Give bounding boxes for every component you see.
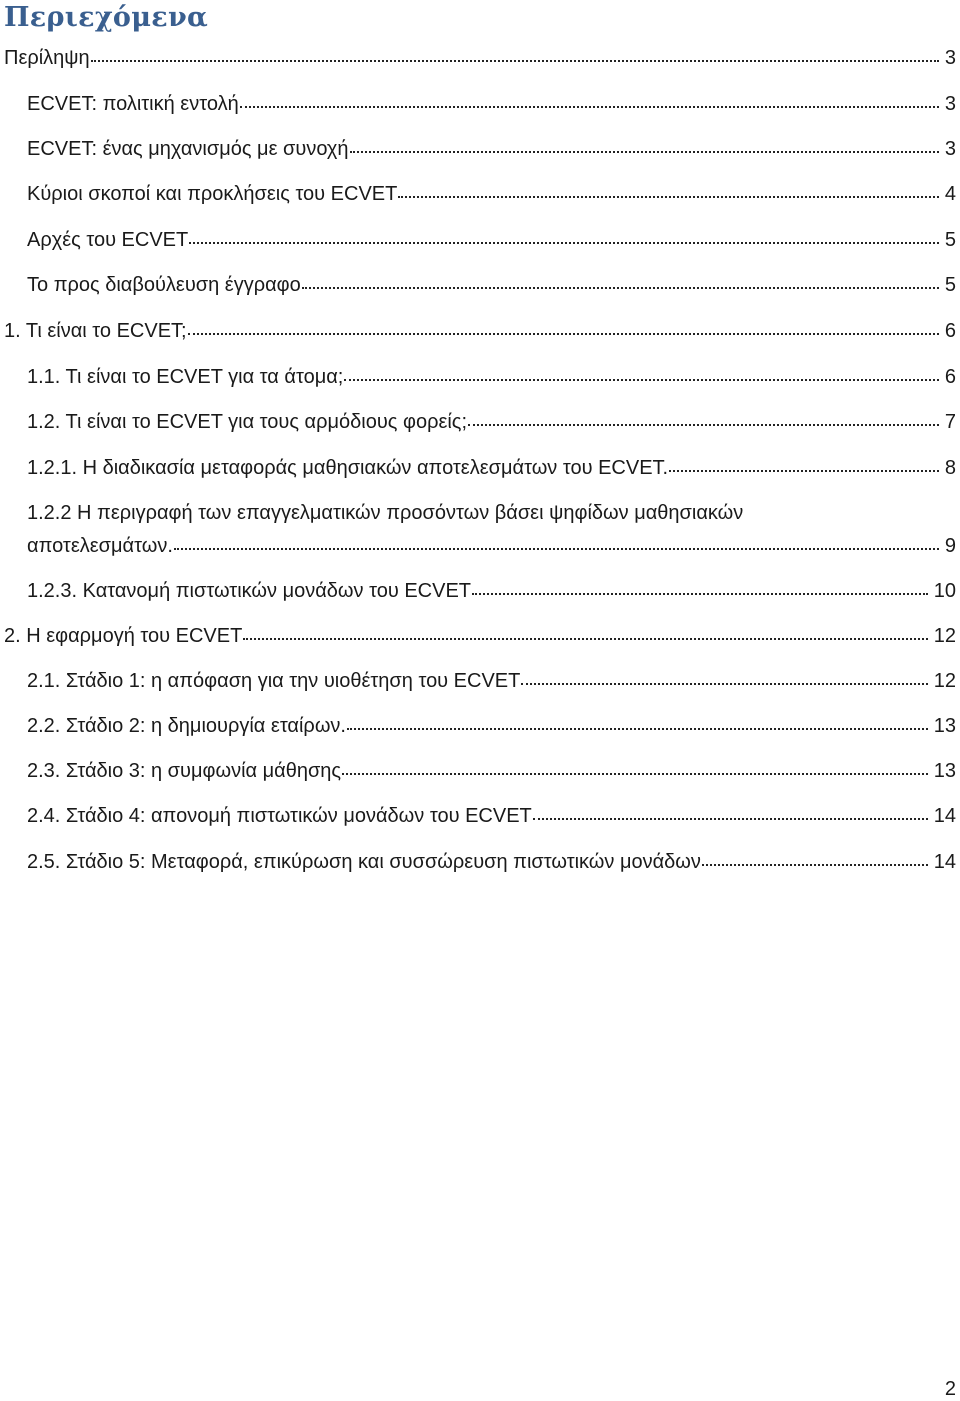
toc-entry[interactable] bbox=[27, 578, 956, 604]
toc-leader-dots bbox=[398, 196, 939, 198]
toc-leader-dots bbox=[669, 470, 939, 472]
toc-leader-dots bbox=[350, 151, 939, 153]
toc-entry-page: 10 bbox=[933, 580, 956, 602]
toc-leader-dots bbox=[302, 287, 939, 289]
toc-entry-page: 3 bbox=[944, 93, 956, 115]
toc-entry-page: 3 bbox=[944, 138, 956, 160]
toc-entry-page: 14 bbox=[933, 805, 956, 827]
page-number: 2 bbox=[944, 1378, 956, 1400]
toc-leader-dots bbox=[240, 106, 939, 108]
toc-entry[interactable] bbox=[27, 364, 956, 390]
toc-entry-page: 13 bbox=[933, 760, 956, 782]
toc-entry-title: Περίληψη bbox=[4, 47, 90, 69]
toc-entry[interactable] bbox=[4, 318, 956, 344]
toc-entry-page: 6 bbox=[944, 366, 956, 388]
toc-entry-page: 12 bbox=[933, 625, 956, 647]
toc-entry-multiline[interactable] bbox=[27, 500, 956, 526]
toc-entry-page: 7 bbox=[944, 411, 956, 433]
toc-entry[interactable] bbox=[27, 181, 956, 207]
toc-entry[interactable] bbox=[27, 136, 956, 162]
toc-entry-page: 6 bbox=[944, 320, 956, 342]
toc-leader-dots bbox=[533, 818, 928, 820]
toc-leader-dots bbox=[174, 548, 939, 550]
toc-entry-title: 2.2. Στάδιο 2: η δημιουργία εταίρων. bbox=[27, 715, 346, 737]
toc-leader-dots bbox=[472, 593, 928, 595]
toc-entry-title: ECVET: ένας μηχανισμός με συνοχή bbox=[27, 138, 349, 160]
toc-entry-title: 1.1. Τι είναι το ECVET για τα άτομα; bbox=[27, 366, 344, 388]
toc-leader-dots bbox=[347, 728, 928, 730]
toc-entry[interactable] bbox=[4, 623, 956, 649]
toc-entry-title: 2.4. Στάδιο 4: απονομή πιστωτικών μονάδων του ECVET bbox=[27, 805, 532, 827]
toc-entry-page: 5 bbox=[944, 274, 956, 296]
toc-entry[interactable] bbox=[27, 668, 956, 694]
toc-entry-title-line1: 1.2.2 Η περιγραφή των επαγγελματικών προσόντων βάσει ψηφίδων μαθησιακών bbox=[27, 502, 744, 524]
toc-leader-dots bbox=[521, 683, 927, 685]
toc-entry[interactable] bbox=[27, 713, 956, 739]
toc-entry-title: 1.2. Τι είναι το ECVET για τους αρμόδιους φορείς; bbox=[27, 411, 467, 433]
toc-entry-title: 2.5. Στάδιο 5: Μεταφορά, επικύρωση και συσσώρευση πιστωτικών μονάδων bbox=[27, 851, 701, 873]
toc-entry-title: 2.1. Στάδιο 1: η απόφαση για την υιοθέτηση του ECVET bbox=[27, 670, 521, 692]
toc-entry-page: 4 bbox=[944, 183, 956, 205]
toc-entry[interactable] bbox=[27, 91, 956, 117]
toc-heading: Περιεχόμενα bbox=[4, 2, 209, 33]
toc-entry[interactable] bbox=[27, 803, 956, 829]
toc-entry-page: 13 bbox=[933, 715, 956, 737]
toc-entry[interactable] bbox=[27, 227, 956, 253]
toc-leader-dots bbox=[702, 864, 928, 866]
toc-entry-title: 1. Τι είναι το ECVET; bbox=[4, 320, 187, 342]
toc-leader-dots bbox=[344, 379, 939, 381]
toc-entry-title: Το προς διαβούλευση έγγραφο bbox=[27, 274, 301, 296]
toc-entry[interactable] bbox=[4, 45, 956, 71]
toc-leader-dots bbox=[91, 60, 939, 62]
toc-entry-title: 1.2.3. Κατανομή πιστωτικών μονάδων του ECVET bbox=[27, 580, 471, 602]
toc-entry[interactable] bbox=[27, 455, 956, 481]
toc-entry-title: Κύριοι σκοποί και προκλήσεις του ECVET bbox=[27, 183, 398, 205]
toc-entry-title-line2: αποτελεσμάτων. bbox=[27, 535, 173, 557]
toc-entry-page: 14 bbox=[933, 851, 956, 873]
toc-leader-dots bbox=[342, 773, 928, 775]
toc-entry-page: 8 bbox=[944, 457, 956, 479]
toc-entry-title: 2.3. Στάδιο 3: η συμφωνία μάθησης bbox=[27, 760, 342, 782]
toc-entry-title: 1.2.1. Η διαδικασία μεταφοράς μαθησιακών αποτελεσμάτων του ECVET. bbox=[27, 457, 669, 479]
toc-entry[interactable] bbox=[27, 758, 956, 784]
toc-entry[interactable] bbox=[27, 272, 956, 298]
toc-entry-title: ECVET: πολιτική εντολή bbox=[27, 93, 239, 115]
toc-entry-title: 2. Η εφαρμογή του ECVET bbox=[4, 625, 243, 647]
toc-leader-dots bbox=[188, 333, 939, 335]
toc-leader-dots bbox=[468, 424, 939, 426]
toc-entry-title: Αρχές του ECVET bbox=[27, 229, 189, 251]
toc-entry-page: 9 bbox=[944, 535, 956, 557]
toc-leader-dots bbox=[189, 242, 939, 244]
toc-entry-page: 3 bbox=[944, 47, 956, 69]
toc-entry-page: 12 bbox=[933, 670, 956, 692]
toc-entry[interactable] bbox=[27, 409, 956, 435]
toc-entry-continuation[interactable] bbox=[27, 533, 956, 559]
toc-leader-dots bbox=[243, 638, 927, 640]
toc-entry-page: 5 bbox=[944, 229, 956, 251]
toc-entry[interactable] bbox=[27, 849, 956, 875]
